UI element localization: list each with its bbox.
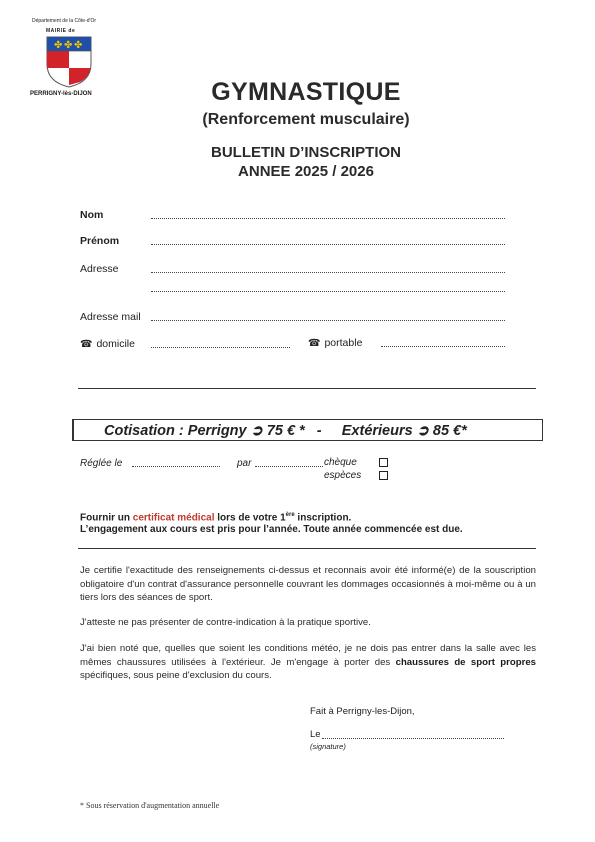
adresse-field-line2[interactable] (151, 291, 505, 292)
especes-checkbox[interactable] (379, 471, 388, 480)
adresse-label: Adresse (80, 263, 119, 275)
engagement-notice: L’engagement aux cours est pris pour l’année. Toute année commencée est due. (80, 524, 463, 535)
footnote: * Sous réservation d'augmentation annuelle (80, 801, 220, 810)
certification-paragraph: Je certifie l'exactitude des renseignements ci-dessus et reconnais avoir été informé(e) de la souscription obligatoire d'un contrat d'assurance personnelle couvrant les dommages occasionnés à moi-même ou à un tiers lors des séances de sport. (80, 565, 536, 603)
telephone-icon: ☎ (80, 339, 93, 350)
contre-indication-paragraph: J'atteste ne pas présenter de contre-indication à la pratique sportive. (80, 617, 371, 628)
certificat-medical-text: certificat médical (132, 512, 215, 524)
adresse-mail-field[interactable] (151, 320, 505, 321)
year-heading: ANNEE 2025 / 2026 (238, 163, 374, 180)
svg-text:✤: ✤ (74, 40, 83, 51)
divider (78, 548, 536, 549)
fait-a-text: Fait à Perrigny-les-Dijon, (310, 706, 415, 717)
domicile-field[interactable] (151, 347, 290, 348)
page-subtitle: (Renforcement musculaire) (202, 111, 410, 128)
page-title: GYMNASTIQUE (211, 78, 401, 106)
adresse-field-line1[interactable] (151, 272, 505, 273)
par-label: par (237, 458, 252, 469)
domicile-label-group (80, 338, 135, 350)
portable-label-group (308, 337, 362, 349)
cotisation-text: Cotisation : Perrigny ➲ 75 € * - Extérieurs ➲ 85 €* (104, 423, 467, 439)
reglee-le-field[interactable] (132, 466, 220, 467)
date-field[interactable] (322, 738, 504, 739)
logo-mairie-text: MAIRIE de (46, 28, 76, 34)
bulletin-heading: BULLETIN D’INSCRIPTION (211, 144, 401, 161)
svg-text:✤: ✤ (54, 40, 63, 51)
domicile-label: domicile (96, 338, 135, 350)
reglee-le-label: Réglée le (80, 458, 123, 469)
nom-label: Nom (80, 209, 104, 221)
portable-label: portable (324, 337, 363, 349)
nom-field[interactable] (151, 218, 505, 219)
telephone-icon: ☎ (308, 338, 321, 349)
par-field[interactable] (255, 466, 323, 467)
signature-label: (signature) (310, 742, 346, 751)
cheque-label: chèque (324, 457, 357, 468)
chaussures-paragraph: J'ai bien noté que, quelles que soient les conditions météo, je ne dois pas entrer dans la salle avec les mêmes chaussures utilisées à l'extérieur. Je m'engage à porter des chaussures de sport propres spécifiques, sous peine d'exclusion du cours. (80, 643, 536, 681)
adresse-mail-label: Adresse mail (80, 311, 141, 323)
svg-text:✤: ✤ (64, 40, 73, 51)
certificat-notice: Fournir un certificat médical lors de votre 1ère inscription. (80, 512, 352, 524)
logo-department-text: Département de la Côte-d'Or (32, 18, 97, 24)
cheque-checkbox[interactable] (379, 458, 388, 467)
logo-town-name: PERRIGNY-lès-DIJON (30, 91, 92, 97)
date-label: Le (310, 729, 321, 740)
prenom-label: Prénom (80, 235, 120, 247)
especes-label: espèces (324, 470, 362, 481)
portable-field[interactable] (381, 346, 505, 347)
prenom-field[interactable] (151, 244, 505, 245)
divider (78, 388, 536, 389)
